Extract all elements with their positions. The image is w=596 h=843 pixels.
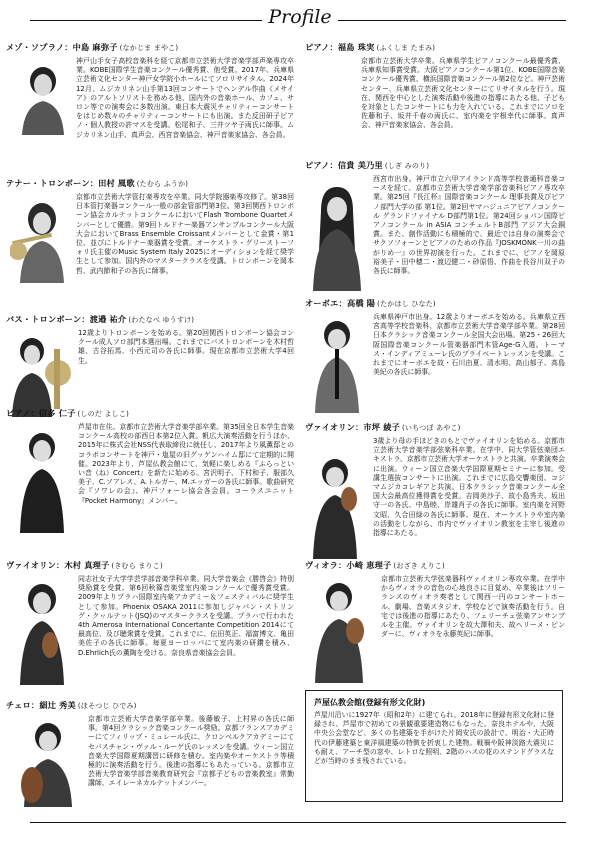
performer-fullname: 信貴 美乃里 — [337, 160, 383, 170]
performer-role: ヴァイオリン： — [6, 560, 65, 570]
performer-name — [6, 314, 294, 325]
header-rule-right — [338, 20, 566, 21]
performer-kana: (しぎ みのり) — [384, 162, 430, 170]
performer-bio: 同志社女子大学学芸学部音楽学科卒業。同大学音楽会《勝啓会》特別奨励賞を受賞。第6回秋篠音楽堂室内楽コンクールで優秀賞受賞。2009年よりプラハ国際室内楽アカデミー＆フェスティバルに奨学生として参加。Phoenix OSAKA 2011に参加しジャパン・ストリング・クヮルテット(JSQ)のマスタークラスを受講。プラハで行われた4th Amerosa International Concertante Competition 2014にて最高位、及び聴衆賞を受賞。これまでに、伝田英正、福富博文、亀田美佐子の各氏に師事。毎夏ヨーロッパにて室内楽の研鑽を積み、D.Ehrlich氏の薫陶を受ける。奈良県音楽協会会員。 — [78, 575, 294, 657]
bio-tenor-trombone — [6, 178, 294, 283]
bio-violin-kimura — [6, 560, 294, 685]
performer-bio: 京都市立芸術大学卒業。兵庫県学生ピアノコンクール最優秀賞、兵庫県知事賞受賞。大阪ピアノコンクール第1位、KOBE国際音楽コンクール優秀賞、横浜国際音楽コンクール第2位など。神戸芸術センター、兵庫県立芸術文化センターにてリサイタルを行う。現在、関西を中心とした演奏活動や後進の指導にあたる他、子どもを対象としたコンサートにも力を入れている。これまでにソロを佐藤和子、坂井千春の両氏に、室内楽を宇根幸代に師事。真声会、神戸音楽家協会、各会員。 — [361, 57, 565, 130]
performer-name — [6, 700, 294, 711]
performer-kana: (おざき えりこ) — [393, 562, 445, 570]
performer-bio: 西宮市出身。神戸市立六甲アイランド高等学校普通科音楽コースを経て、京都市立芸術大学音楽学部音楽科ピアノ専攻卒業。第25回『長江杯』国際音楽コンクール 理事長賞及びピアノ部門大学の部 第1位。第2回ヤマハジュニアピアノコンクール グランドファイナル D部門第1位。第24回ショパン国際ピアノコンクール in ASIA コンチェルトB部門 アジア大会銅賞。また、創作活動にも積極的で、最近では自身の演奏会でサクソフォーンとピアノのための作品『JOSKMONK一川の曲がりめ一』の世界初演を行った。これまでに、ピアノを岡原裕美子・田中穂二・渡辺健二・砂原悟、作曲を長谷川双子の各氏に師事。 — [373, 175, 565, 276]
performer-kana: (いちつぼ あやこ) — [402, 424, 461, 432]
performer-name — [305, 160, 565, 171]
performer-kana: (わたなべ ゆうすけ) — [128, 316, 195, 324]
footer-rule — [30, 822, 566, 823]
performer-name — [6, 560, 294, 571]
bio-bass-trombone — [6, 314, 294, 417]
performer-role: ヴィオラ： — [305, 560, 347, 570]
man-with-bass-trombone-icon — [10, 329, 74, 417]
performer-fullname: 渡邉 祐介 — [89, 314, 127, 324]
performer-kana: (きむら まりこ) — [111, 562, 163, 570]
performer-role: ヴァイオリン： — [305, 422, 364, 432]
page-header — [0, 0, 596, 40]
performer-kana: (たかはし ひなた) — [377, 300, 436, 308]
performer-fullname: 信多 仁子 — [38, 408, 76, 418]
performer-fullname: 市坪 綾子 — [363, 422, 400, 432]
performer-name — [305, 560, 565, 571]
page-title: Profile — [268, 6, 332, 28]
performer-fullname: 小崎 恵理子 — [346, 560, 392, 570]
performer-role: オーボエ： — [305, 298, 347, 308]
performer-fullname: 田村 風歌 — [98, 178, 135, 188]
performer-fullname: 木村 真理子 — [64, 560, 110, 570]
performer-name — [305, 298, 565, 309]
bio-piano-fukushima — [305, 42, 565, 131]
performer-bio: 3歳より母の手ほどきのもとでヴァイオリンを始める。京都市立芸術大学音楽学部弦楽科卒業。在学中、同大学管弦楽団エキストラ、京都市立芸術大学オーケストラと共演。卒業演奏会に出演。ウィーン国立音楽大学国際夏期セミナーに参加。受講生選抜コンサートに出演。これまでに広島交響楽団、コジマムジカコレギアと共演。日本クラシック音楽コンクール全国大会最高位獲得賞を受賞。吉岡美沙子、故小島秀夫、坂出守一の各氏、中島睦、岸雄肖子の各氏に師事。室内楽を河野文昭、久合田緑の各氏に師事。現在、オーケストラや室内楽の活動をしながら、市内でヴァイオリン教室を主宰し後進の指導にあたる。 — [373, 437, 565, 538]
performer-role: チェロ： — [6, 700, 40, 710]
bio-piano-shinoda — [6, 408, 294, 533]
woman-with-trombone-icon — [10, 193, 72, 283]
bio-piano-shigi — [305, 160, 565, 291]
venue-description: 芦屋川沿いに1927年（昭和2年）に建てられ、2018年に登録有形文化財に登録され、芦屋市で初めての景観重要建造物にもなった。奈良ホテルや、大阪中央公会堂など、多くの名建築を手がけた片岡安氏の設計で、明治・大正時代の伊藤建築と東洋風建築の特徴を折衷した建物。戦禍や阪神淡路大震災にも耐え、アーチ型の窓や、レトロな照明、2階のハスの花のステンドグラスなどが当時のまま残されている。 — [314, 711, 554, 766]
performer-kana: (ふくしま たまみ) — [376, 44, 436, 52]
woman-with-violin-icon — [305, 451, 369, 559]
woman-dark-dress-icon — [10, 423, 74, 533]
woman-short-hair-icon — [14, 57, 72, 135]
bio-viola — [305, 560, 565, 683]
bio-violin-ichitsubo — [305, 422, 565, 559]
performer-role: ピアノ： — [305, 42, 338, 52]
header-rule-left — [30, 20, 262, 21]
woman-with-oboe-icon — [305, 313, 369, 413]
performer-bio: 京都市立芸術大学管打楽専攻を卒業。同大学院器楽専攻修了。第38回日本管打楽器コンクール一般の部金管部門第3位。第3回関西トロンボーン協会カルテットコンクールにおいてFlash Trombone Quartetメンバーとして優勝。第9回トルドナー楽器アンサンブルコンクール大阪大会においてBrass Ensemble Croissantメンバーとして金賞・第1位、並びにトルドナー楽器賞を受賞。オーケストラ・グリーストーフォリ氏主催のMusic System Italy 2025にオーディションを経て奨学生として参加。国内外のマスタークラスを受講。トロンボーンを岡本哲、武内節和子の各氏に師事。 — [76, 193, 294, 275]
woman-long-hair-icon — [305, 181, 369, 291]
performer-kana: (なかじま まやこ) — [119, 44, 179, 52]
performer-role: メゾ・ソプラノ： — [6, 42, 73, 52]
performer-name — [6, 178, 294, 189]
performer-name — [6, 408, 294, 419]
performer-fullname: 細辻 秀美 — [39, 700, 76, 710]
performer-role: テナー・トロンボーン： — [6, 178, 99, 188]
performer-kana: (しのだ よしこ) — [77, 410, 130, 418]
performer-name — [305, 42, 565, 53]
woman-with-violin-icon — [10, 575, 74, 685]
bio-soprano — [6, 42, 294, 140]
performer-bio: 京都市立芸術大学音楽学部卒業。後藤敏子、上村昇の各氏に師事。第4回クラシック音楽コンクール奨励。京都フランスアカデミーにてフィリップ・ミュレール氏に、クロンベルクアカデミーにてセバスチャン・ヴァル・ルーゲ氏のレッスンを受講。ウィーン国立音楽大学国際夏期講習に研修を積む。室内楽やオーケストラ等積極的に演奏活動を行う。後進の指導にもあたっている。京都市立芸術大学音楽学部音楽教育研究会『京都子どもの音楽教室』常勤講師、エイレーネカルテットメンバー。 — [88, 715, 294, 788]
performer-role: ピアノ： — [305, 160, 338, 170]
performer-role: ピアノ： — [6, 408, 39, 418]
performer-bio: 芦屋市在住。京都市立芸術大学音楽学部卒業。第35回全日本学生音楽コンクール高校の部西日本第2位入賞。帆広大演奏活動を行うほか、2015年に株式会社NSS代表取締役に就任し、2017年より風薫邸とのコラボコンサートを神戸・塩屋の旧グッゲンハイム邸にて定期的に開催。2023年より、芦屋仏教会館にて、気軽に楽しめる『ふらっといい音（ね）Concert』を新たに始める。宮沢明子、下村和子、服部久美子、C.ソアレス、A.トルガー、M.エッガーの各氏に師事。歌曲研究会『ソワレの会』、神戸フォーレ協会各会員。コーラスユニット『Pocket Harmony』メンバー。 — [78, 423, 294, 505]
performer-bio: 京都市立芸術大学弦楽器科ヴァイオリン専攻卒業。在学中からヴィオラの音色の心地良さに目覚め、卒業後はフリーランスのヴィオラ奏者として関西一円のコンサートホール、劇場、音楽スタジオ、学校などで演奏活動を行う。自宅では後進の指導にあたり、フェリーチェ弦楽アンサンブルを主催。ヴァイオリンを故大澤和夫、故ヘリーメ・ピンダーに、ヴィオラを永藤英紀に師事。 — [381, 575, 565, 639]
performer-role: バス・トロンボーン： — [6, 314, 90, 324]
bio-cello — [6, 700, 294, 807]
venue-title: 芦屋仏教会館(登録有形文化財) — [314, 698, 426, 707]
performer-fullname: 中島 麻弥子 — [72, 42, 118, 52]
bio-oboe — [305, 298, 565, 413]
performer-kana: (たむら ふうか) — [136, 180, 189, 188]
woman-with-viola-icon — [305, 575, 377, 683]
performer-kana: (ほそつじ ひでみ) — [77, 702, 137, 710]
performer-fullname: 高橋 陽 — [346, 298, 376, 308]
performer-fullname: 福島 珠実 — [337, 42, 375, 52]
venue-box — [305, 690, 563, 802]
performer-name — [305, 422, 565, 433]
performer-bio: 兵庫県神戸市出身。12歳よりオーボエを始める。兵庫県立西宮高等学校音楽科、京都市立芸術大学音楽学部卒業。第28回日本クラシック音楽コンクール全国大会出場。第25・26回大阪国際音楽コンクール管楽器部門木管Age-G入選。トーマス・インディアミューレ氏のプライベートレッスンを受講。これまでにオーボエを故・石川由夏、清水明、高山郁子、高島美紀の各氏に師事。 — [373, 313, 565, 377]
performer-bio: 神戸山手女子高校音楽科を経て京都市立芸術大学音楽学部声楽専攻卒業。KOBE国際学生音楽コンクール優秀賞、他受賞。2017年、兵庫県立芸術文化センター神戸女学院小ホールにてソロリサイタル。2024年12月、ムジカリネン山手第13回コンサートでヘンデル作曲《メサイア》のアルトソリストを務める他、国内外の音楽ホール、カフェ、サロン等での演奏会に多数出演。東日本大震災チャリティーコンサートをはじめ数々のチャリティーコンサートにも出演。また反田研子ピアノ・個人教授の許マスを受講。松尾和子、三井ツヤ子両氏に師事。ムジカリネン山手、真声会、西宮音楽協会、神戸音楽家協会、各会員。 — [76, 57, 294, 139]
performer-bio: 12歳よりトロンボーンを始める。第20回関西トロンボーン協会コンクール成人ソロ部門本選出場。これまでにバストロンボーンを木村哲雄、古谷拓馬、小西元司の各氏に師事。現在京都市立芸術大学4回生。 — [78, 329, 294, 365]
performer-name — [6, 42, 294, 53]
woman-with-cello-icon — [10, 715, 84, 807]
